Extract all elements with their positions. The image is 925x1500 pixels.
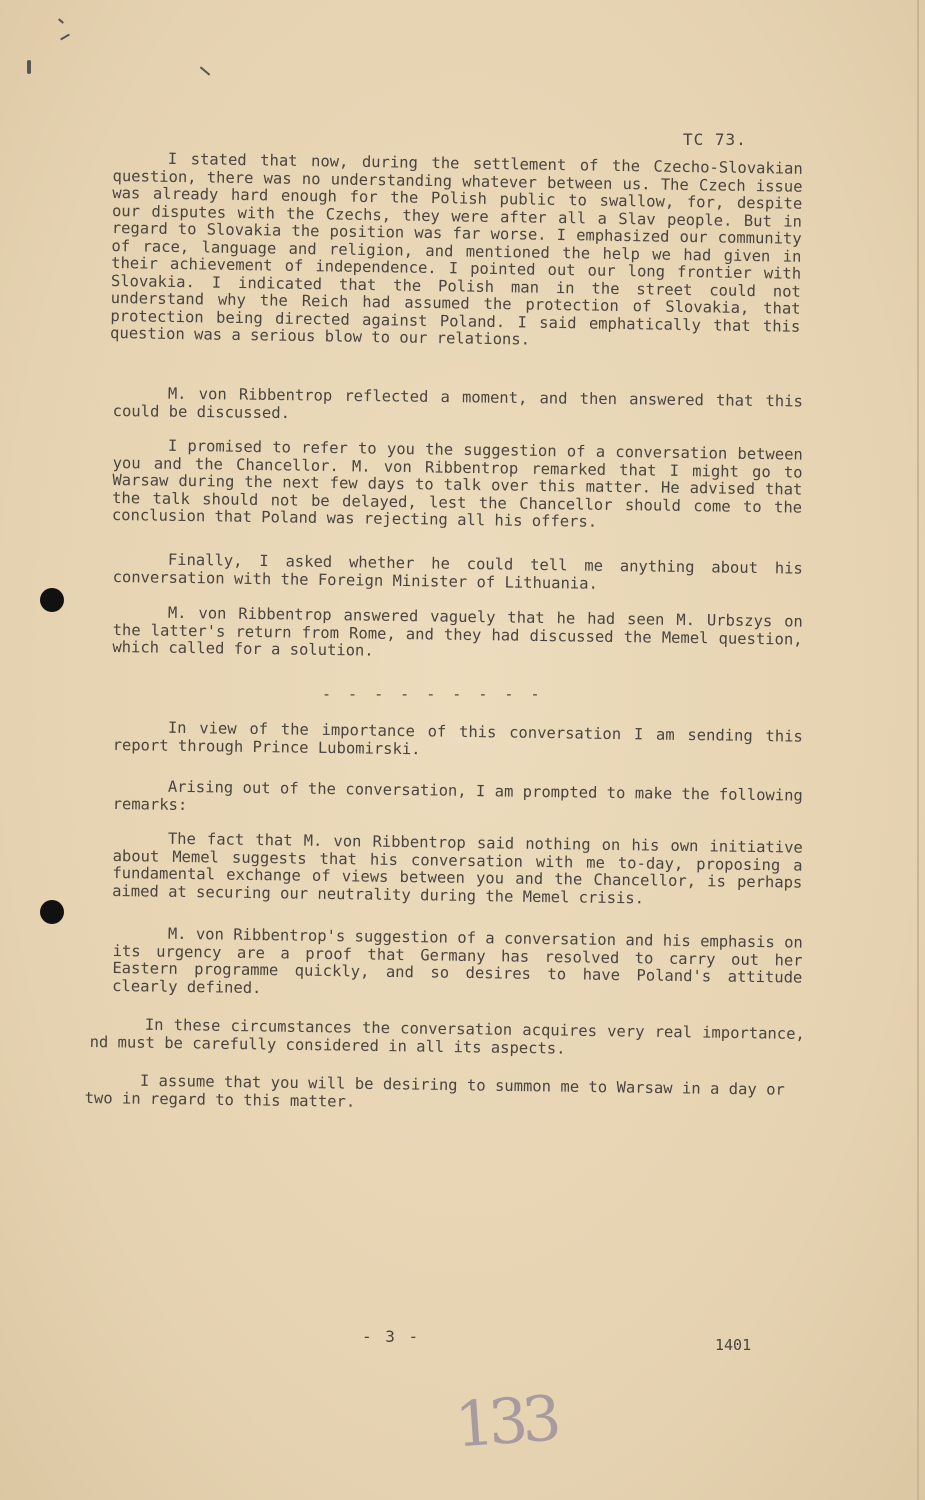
punch-hole (40, 900, 64, 924)
paragraph: I promised to refer to you the suggestion of a conversation between you and the Chancellor. M. von Ribbentrop remarked that I might go to Warsaw during the next few days to talk over this matter. He advised that the talk should not be delayed, lest the Chancellor should come to the conclusion that Poland was rejecting all his offers. (111, 436, 803, 531)
paragraph: Arising out of the conversation, I am prompted to make the following remarks: (112, 777, 803, 814)
paragraph: The fact that M. von Ribbentrop said nothing on his own initiative about Memel suggests that his conversation with me to-day, proposing a fundamental exchange of views between you and the Chancellor, is perhaps aimed at securing our neutrality during the Memel crisis. (112, 829, 803, 907)
page-number: - 3 - (362, 1327, 421, 1346)
paragraph: I stated that now, during the settlement of the Czecho-Slovakian question, there was no understanding whatever between us. The Czech issue was already hard enough for the Polish public to swallow, for, despite our disputes with the Czechs, they were after all a Slav people. But in regard to Slovakia the position was far worse. I emphasized our community of race, language and religion, and mentioned the help we had given in their achievement of independence. I pointed out our long frontier with Slovakia. I indicated that the Polish man in the street could not understand why the Reich had assumed the protection of Slovakia, that protection being directed against Poland. I said emphatically that this question was a serious blow to our relations. (109, 149, 803, 349)
serial-number: 1401 (715, 1336, 752, 1354)
handwritten-page-number: 133 (452, 1381, 558, 1462)
punch-hole (40, 588, 64, 612)
paragraph: Finally, I asked whether he could tell me anything about his conversation with the Foreign Minister of Lithuania. (112, 550, 803, 593)
paragraph: In view of the importance of this conversation I am sending this report through Prince Lubomirski. (112, 718, 803, 758)
ink-mark (58, 18, 64, 23)
paragraph: In these circumstances the conversation acquires very real importance, nd must be carefully considered in all its aspects. (89, 1015, 805, 1058)
paragraph: M. von Ribbentrop reflected a moment, and then answered that this could be discussed. (112, 384, 803, 422)
ink-mark (27, 60, 31, 74)
paragraph: I assume that you will be desiring to summon me to Warsaw in a day or two in regard to this matter. (84, 1071, 785, 1111)
paragraph: M. von Ribbentrop's suggestion of a conversation and his emphasis on its urgency are a proof that Germany has resolved to carry out her Eastern programme quickly, and so desires to have Poland's attitude clearly defined. (112, 924, 803, 997)
ink-mark (200, 66, 210, 75)
ink-mark (60, 34, 70, 41)
page-edge (917, 0, 919, 1500)
document-reference: TC 73. (683, 130, 747, 149)
paragraph: M. von Ribbentrop answered vaguely that he had seen M. Urbszys on the latter's return from Rome, and they had discussed the Memel question, which called for a solution. (112, 603, 803, 660)
section-divider: - - - - - - - - - (322, 685, 544, 703)
